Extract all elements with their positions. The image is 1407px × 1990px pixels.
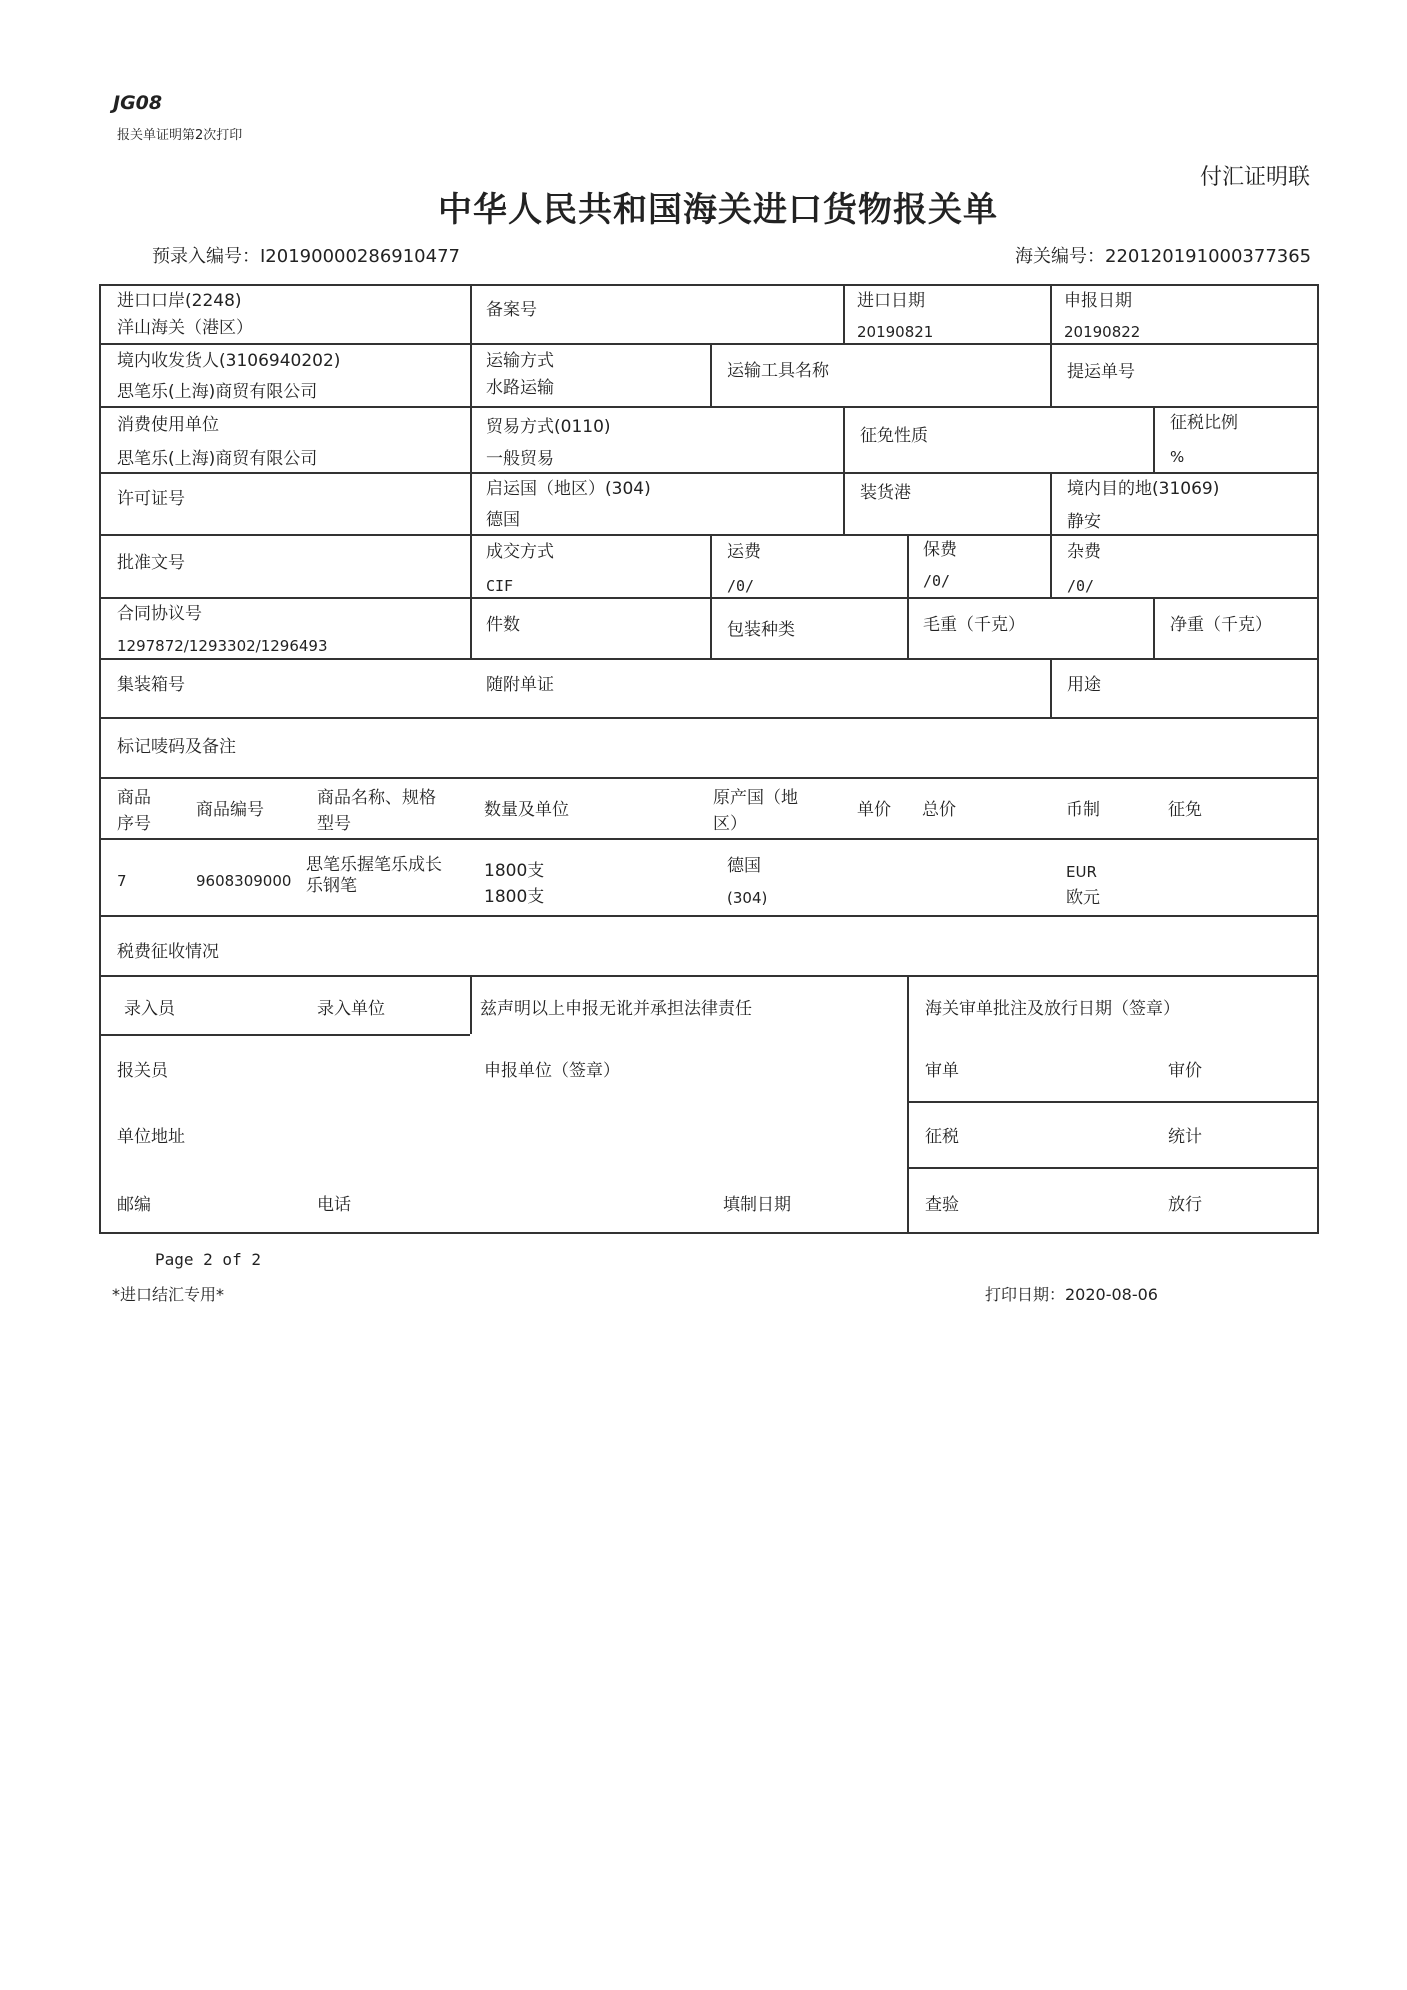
levy-nature-label: 征免性质 bbox=[860, 426, 928, 446]
goods-currency-name: 欧元 bbox=[1066, 888, 1100, 908]
goods-name-header-line2: 型号 bbox=[317, 814, 351, 834]
goods-unit-price-header: 单价 bbox=[857, 800, 891, 820]
statistics-label: 统计 bbox=[1168, 1127, 1202, 1147]
transport-mode-label: 运输方式 bbox=[486, 351, 554, 371]
broker-label: 报关员 bbox=[117, 1061, 168, 1081]
goods-origin-line2: (304) bbox=[727, 889, 768, 907]
form-code: JG08 bbox=[113, 92, 163, 114]
import-date-value: 20190821 bbox=[857, 323, 934, 341]
goods-name-line2: 乐钢笔 bbox=[306, 876, 357, 896]
goods-name-line1: 思笔乐握笔乐成长 bbox=[306, 855, 442, 875]
entry-unit-label: 录入单位 bbox=[317, 999, 385, 1019]
consignee-label: 境内收发货人(3106940202) bbox=[117, 351, 341, 371]
goods-origin-line1: 德国 bbox=[727, 856, 761, 876]
approval-number-label: 批准文号 bbox=[117, 553, 185, 573]
goods-seq-header-line2: 序号 bbox=[117, 814, 151, 834]
usage-label: 用途 bbox=[1067, 675, 1101, 695]
print-note: 报关单证明第2次打印 bbox=[117, 128, 243, 143]
insurance-value: /0/ bbox=[923, 572, 951, 590]
entry-clerk-label: 录入员 bbox=[124, 999, 175, 1019]
declaration-statement: 兹声明以上申报无讹并承担法律责任 bbox=[480, 999, 752, 1019]
fill-date-label: 填制日期 bbox=[723, 1195, 791, 1215]
tax-ratio-value: % bbox=[1170, 448, 1185, 466]
origin-country-value: 德国 bbox=[486, 510, 520, 530]
record-number-label: 备案号 bbox=[486, 300, 537, 320]
customs-approval-label: 海关审单批注及放行日期（签章） bbox=[925, 999, 1180, 1019]
goods-qty-line1: 1800支 bbox=[484, 861, 545, 881]
page-number: Page 2 of 2 bbox=[155, 1250, 261, 1269]
remarks-label: 标记唛码及备注 bbox=[117, 737, 236, 757]
freight-value: /0/ bbox=[727, 577, 755, 595]
import-date-label: 进口日期 bbox=[857, 291, 925, 311]
customs-number: 海关编号：220120191000377365 bbox=[1015, 246, 1312, 267]
import-port-label: 进口口岸(2248) bbox=[117, 291, 242, 311]
goods-origin-header-line2: 区） bbox=[713, 814, 747, 834]
import-port-value: 洋山海关（港区） bbox=[117, 318, 253, 338]
release-label: 放行 bbox=[1168, 1195, 1202, 1215]
loading-port-label: 装货港 bbox=[860, 483, 911, 503]
goods-currency-code: EUR bbox=[1066, 863, 1097, 881]
transport-mode-value: 水路运输 bbox=[486, 378, 554, 398]
insurance-label: 保费 bbox=[923, 540, 957, 560]
bill-of-lading-label: 提运单号 bbox=[1067, 362, 1135, 382]
contract-number-label: 合同协议号 bbox=[117, 604, 202, 624]
price-review-label: 审价 bbox=[1168, 1061, 1202, 1081]
declare-date-label: 申报日期 bbox=[1064, 291, 1132, 311]
gross-weight-label: 毛重（千克） bbox=[923, 615, 1025, 635]
attached-documents-label: 随附单证 bbox=[486, 675, 554, 695]
deal-mode-value: CIF bbox=[486, 577, 514, 595]
goods-origin-header-line1: 原产国（地 bbox=[713, 788, 798, 808]
trade-mode-value: 一般贸易 bbox=[486, 449, 554, 469]
misc-fee-label: 杂费 bbox=[1067, 542, 1101, 562]
usage-note: *进口结汇专用* bbox=[112, 1285, 225, 1304]
consumer-unit-value: 思笔乐(上海)商贸有限公司 bbox=[117, 449, 318, 469]
goods-currency-header: 币制 bbox=[1066, 800, 1100, 820]
pre-entry-number: 预录入编号：I20190000286910477 bbox=[152, 246, 460, 267]
declare-unit-label: 申报单位（签章） bbox=[484, 1061, 620, 1081]
container-number-label: 集装箱号 bbox=[117, 675, 185, 695]
goods-code: 9608309000 bbox=[196, 872, 292, 890]
goods-total-header: 总价 bbox=[922, 800, 956, 820]
trade-mode-label: 贸易方式(0110) bbox=[486, 417, 611, 437]
goods-code-header: 商品编号 bbox=[196, 800, 264, 820]
package-type-label: 包装种类 bbox=[727, 620, 795, 640]
review-label: 审单 bbox=[925, 1061, 959, 1081]
declare-date-value: 20190822 bbox=[1064, 323, 1141, 341]
goods-exemption-header: 征免 bbox=[1168, 800, 1202, 820]
vessel-name-label: 运输工具名称 bbox=[727, 361, 829, 381]
deal-mode-label: 成交方式 bbox=[486, 542, 554, 562]
consignee-value: 思笔乐(上海)商贸有限公司 bbox=[117, 382, 318, 402]
consumer-unit-label: 消费使用单位 bbox=[117, 415, 219, 435]
misc-fee-value: /0/ bbox=[1067, 577, 1095, 595]
print-date: 打印日期：2020-08-06 bbox=[985, 1285, 1158, 1304]
unit-address-label: 单位地址 bbox=[117, 1127, 185, 1147]
inspection-label: 查验 bbox=[925, 1195, 959, 1215]
goods-name-header-line1: 商品名称、规格 bbox=[317, 788, 436, 808]
copy-label: 付汇证明联 bbox=[1200, 165, 1311, 190]
pieces-label: 件数 bbox=[486, 615, 520, 635]
postcode-label: 邮编 bbox=[117, 1195, 151, 1215]
tax-ratio-label: 征税比例 bbox=[1170, 413, 1238, 433]
goods-seq-header-line1: 商品 bbox=[117, 788, 151, 808]
destination-label: 境内目的地(31069) bbox=[1067, 479, 1220, 499]
tax-collection-label: 税费征收情况 bbox=[117, 942, 219, 962]
goods-qty-header: 数量及单位 bbox=[484, 800, 569, 820]
goods-seq: 7 bbox=[117, 872, 127, 890]
phone-label: 电话 bbox=[317, 1195, 351, 1215]
levy-tax-label: 征税 bbox=[925, 1127, 959, 1147]
license-number-label: 许可证号 bbox=[117, 489, 185, 509]
destination-value: 静安 bbox=[1067, 512, 1101, 532]
origin-country-label: 启运国（地区）(304) bbox=[486, 479, 651, 499]
goods-qty-line2: 1800支 bbox=[484, 887, 545, 907]
freight-label: 运费 bbox=[727, 542, 761, 562]
contract-number-value: 1297872/1293302/1296493 bbox=[117, 637, 328, 655]
net-weight-label: 净重（千克） bbox=[1170, 615, 1272, 635]
page-title: 中华人民共和国海关进口货物报关单 bbox=[438, 190, 998, 230]
